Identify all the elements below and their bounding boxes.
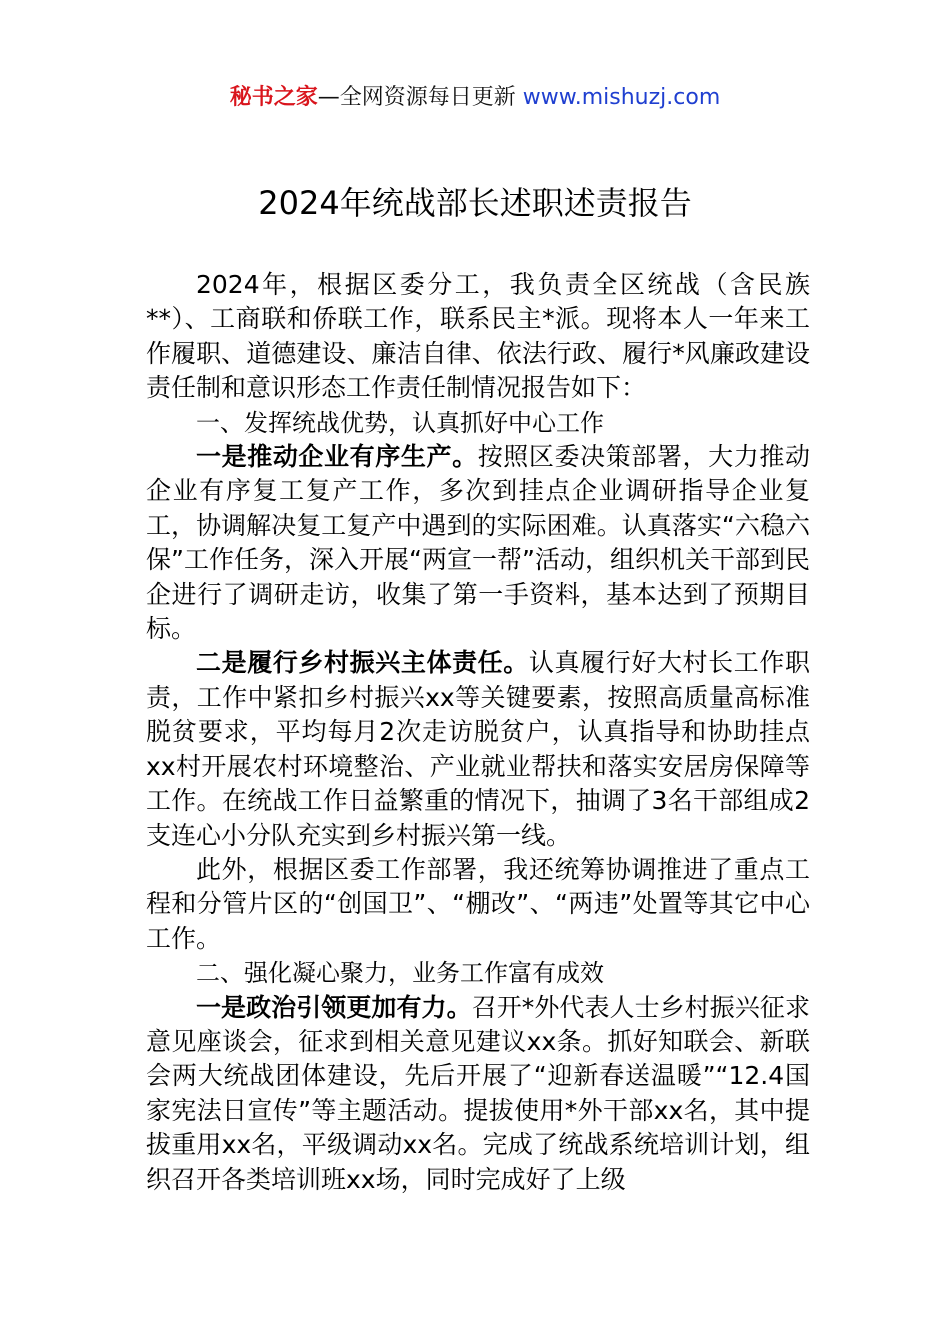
document-body	[146, 268, 810, 1197]
paragraph-text: 2024年，根据区委分工，我负责全区统战（含民族**）、工商联和侨联工作，联系民主*派。现将本人一年来工作履职、道德建设、廉洁自律、依法行政、履行*风廉政建设责任制和意识形态工作责任制情况报告如下：	[146, 270, 810, 403]
paragraph-lead: 二是履行乡村振兴主体责任。	[196, 648, 529, 678]
document-title: 2024年统战部长述职述责报告	[258, 184, 692, 222]
paragraph-item	[146, 440, 810, 646]
paragraph-item	[146, 646, 810, 852]
paragraph-text: 召开*外代表人士乡村振兴征求意见座谈会，征求到相关意见建议xx条。抓好知联会、新联会两大统战团体建设，先后开展了“迎新春送温暖”“12.4国家宪法日宣传”等主题活动。提拔使用*外干部xx名，其中提拔重用xx名，平级调动xx名。完成了统战系统培训计划，组织召开各类培训班xx场，同时完成好了上级	[146, 992, 810, 1194]
paragraph-text: 按照区委决策部署，大力推动企业有序复工复产工作，多次到挂点企业调研指导企业复工，协调解决复工复产中遇到的实际困难。认真落实“六稳六保”工作任务，深入开展“两宣一帮”活动，组织机关干部到民企进行了调研走访，收集了第一手资料，基本达到了预期目标。	[146, 442, 810, 644]
paragraph-intro	[146, 268, 810, 406]
paragraph-lead: 一是推动企业有序生产。	[196, 442, 478, 472]
section-heading-1	[146, 406, 810, 440]
paragraph-item	[146, 853, 810, 956]
paragraph-lead: 一是政治引领更加有力。	[196, 992, 472, 1022]
paragraph-item	[146, 991, 810, 1197]
paragraph-text: 此外，根据区委工作部署，我还统筹协调推进了重点工程和分管片区的“创国卫”、“棚改”、“两违”处置等其它中心工作。	[146, 854, 810, 953]
section-heading-2	[146, 956, 810, 990]
paragraph-text: 认真履行好大村长工作职责，工作中紧扣乡村振兴xx等关键要素，按照高质量高标准脱贫要求，平均每月2次走访脱贫户，认真指导和协助挂点xx村开展农村环境整治、产业就业帮扶和落实安居房保障等工作。在统战工作日益繁重的情况下，抽调了3名干部组成2支连心小分队充实到乡村振兴第一线。	[146, 648, 810, 850]
site-header	[0, 80, 950, 111]
paragraph-text: 一、发挥统战优势，认真抓好中心工作	[196, 408, 604, 437]
paragraph-text: 二、强化凝心聚力，业务工作富有成效	[196, 959, 604, 988]
site-brand: 秘书之家	[229, 85, 318, 110]
site-url-link[interactable]: www.mishuzj.com	[522, 85, 721, 110]
site-tagline: —全网资源每日更新	[317, 85, 523, 110]
